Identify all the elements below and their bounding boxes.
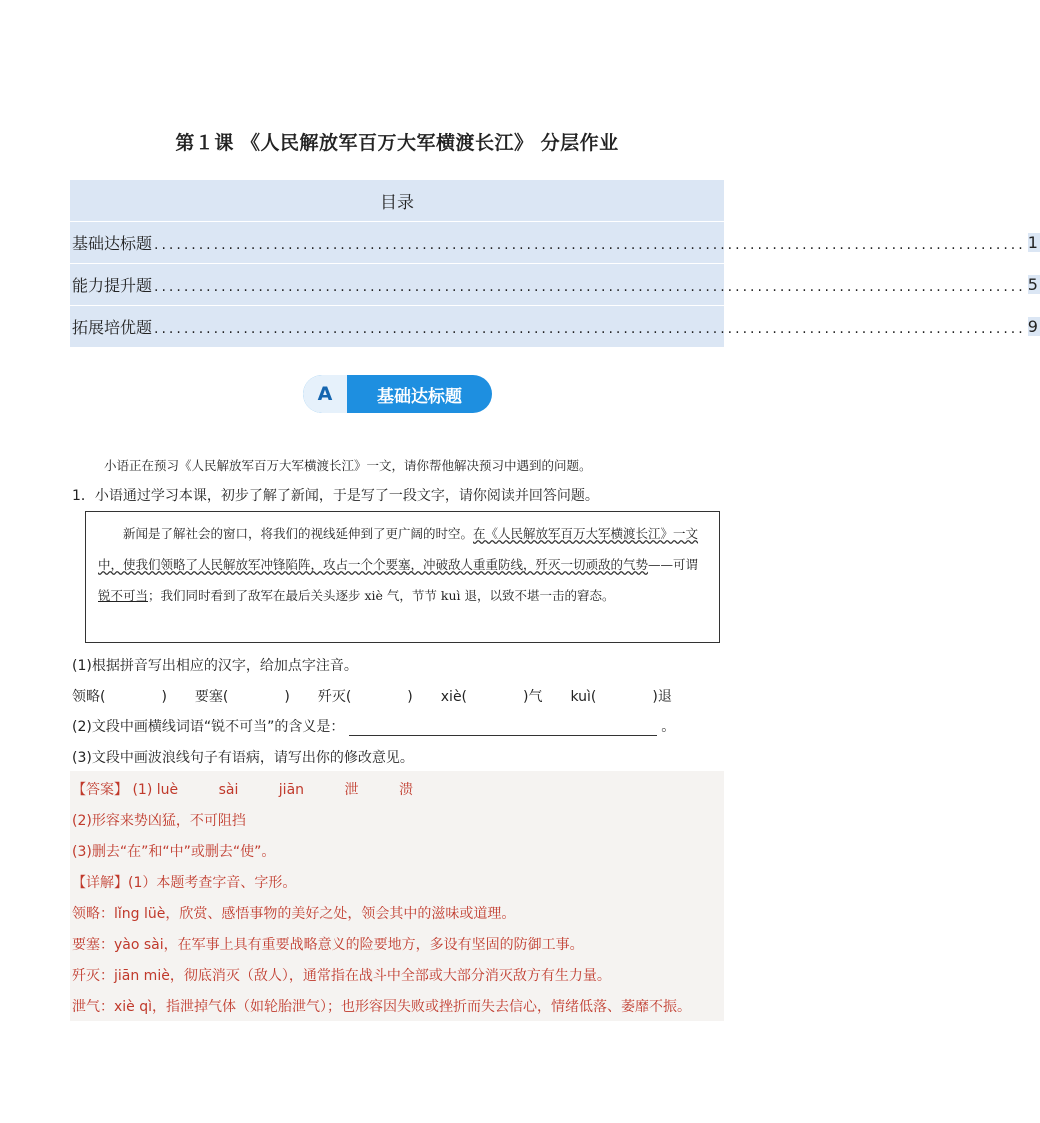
section-letter: A (303, 375, 347, 413)
sub-question-2-suffix: 。 (661, 719, 676, 735)
toc-item-label: 能力提升题 (70, 273, 152, 296)
toc-item-basic[interactable] (70, 222, 1038, 263)
wavy-underlined-sentence: 在《人民解放军百万大军横渡长江》一文中，使我们领略了人民解放军冲锋陷阵，攻占一个个要塞，冲破敌人重重防线，歼灭一切顽敌的气势 (98, 526, 699, 572)
answer-line-1 (72, 779, 413, 799)
question-1: 1．小语通过学习本课，初步了解了新闻，于是写了一段文字，请你阅读并回答问题。 (72, 488, 599, 504)
answer-item: 溃 (398, 782, 413, 798)
answer-line-3: (3)删去“在”和“中”或删去“使”。 (72, 844, 276, 860)
toc-dot-leader: ..................................................................................................................... (154, 236, 1026, 253)
sub-question-2 (72, 716, 675, 736)
toc-item-label: 基础达标题 (70, 231, 152, 254)
answer-item: 泄 (344, 782, 359, 798)
toc-item-page: 5 (1027, 275, 1038, 294)
sub-question-1: (1)根据拼音写出相应的汉字，给加点字注音。 (72, 658, 358, 674)
answer-tag: 【答案】 (72, 782, 128, 798)
detail-line: 歼灭：jiān miè，彻底消灭（敌人），通常指在战斗中全部或大部分消灭敌方有生力量。 (72, 968, 611, 984)
sub-question-2-prefix: (2)文段中画横线词语“锐不可当”的含义是： (72, 719, 345, 735)
toc-item-page: 1 (1027, 233, 1038, 252)
toc-dot-leader: ..................................................................................................................... (154, 320, 1026, 337)
answer-item: sài (218, 782, 239, 798)
detail-line: 泄气：xiè qì，指泄掉气体（如轮胎泄气）；也形容因失败或挫折而失去信心，情绪低落、萎靡不振。 (72, 999, 692, 1015)
toc-item-advanced[interactable] (70, 264, 1038, 305)
table-of-contents (70, 180, 1038, 348)
detail-line: 领略：lǐng lüè，欣赏、感悟事物的美好之处，领会其中的滋味或道理。 (72, 906, 516, 922)
passage-text: ；我们同时看到了敌军在最后关头逐步 xiè 气，节节 kuì 退，以致不堪一击的窘态。 (148, 588, 615, 603)
answer-line-2: (2)形容来势凶猛，不可阻挡 (72, 813, 246, 829)
reading-passage (85, 511, 720, 643)
answer-item: (1) luè (132, 782, 179, 798)
detail-intro (72, 872, 296, 892)
detail-line: 要塞：yào sài，在军事上具有重要战略意义的险要地方，多设有坚固的防御工事。 (72, 937, 584, 953)
toc-item-label: 拓展培优题 (70, 315, 152, 338)
sub-question-1-blanks: 领略( ) 要塞( ) 歼灭( ) xiè( )气 kuì( )退 (72, 689, 672, 705)
detail-intro-text: (1）本题考查字音、字形。 (128, 875, 297, 891)
detail-tag: 【详解】 (72, 875, 128, 891)
passage-text: ——可谓 (648, 557, 699, 572)
page-title: 第１课 《人民解放军百万大军横渡长江》 分层作业 (175, 132, 619, 154)
underlined-phrase: 锐不可当 (98, 588, 149, 603)
section-label: 基础达标题 (377, 386, 462, 407)
passage-text: 新闻是了解社会的窗口，将我们的视线延伸到了更广阔的时空。 (123, 526, 474, 541)
toc-item-page: 9 (1027, 317, 1038, 336)
passage-paragraph (98, 518, 707, 611)
answer-blank[interactable] (349, 721, 657, 736)
section-badge (303, 375, 492, 413)
toc-heading: 目录 (70, 180, 724, 221)
answer-item: jiān (278, 782, 305, 798)
intro-text: 小语正在预习《人民解放军百万大军横渡长江》一文，请你帮他解决预习中遇到的问题。 (104, 458, 592, 473)
toc-dot-leader: ..................................................................................................................... (154, 278, 1026, 295)
toc-item-extension[interactable] (70, 306, 1038, 347)
sub-question-3: (3)文段中画波浪线句子有语病，请写出你的修改意见。 (72, 750, 414, 766)
